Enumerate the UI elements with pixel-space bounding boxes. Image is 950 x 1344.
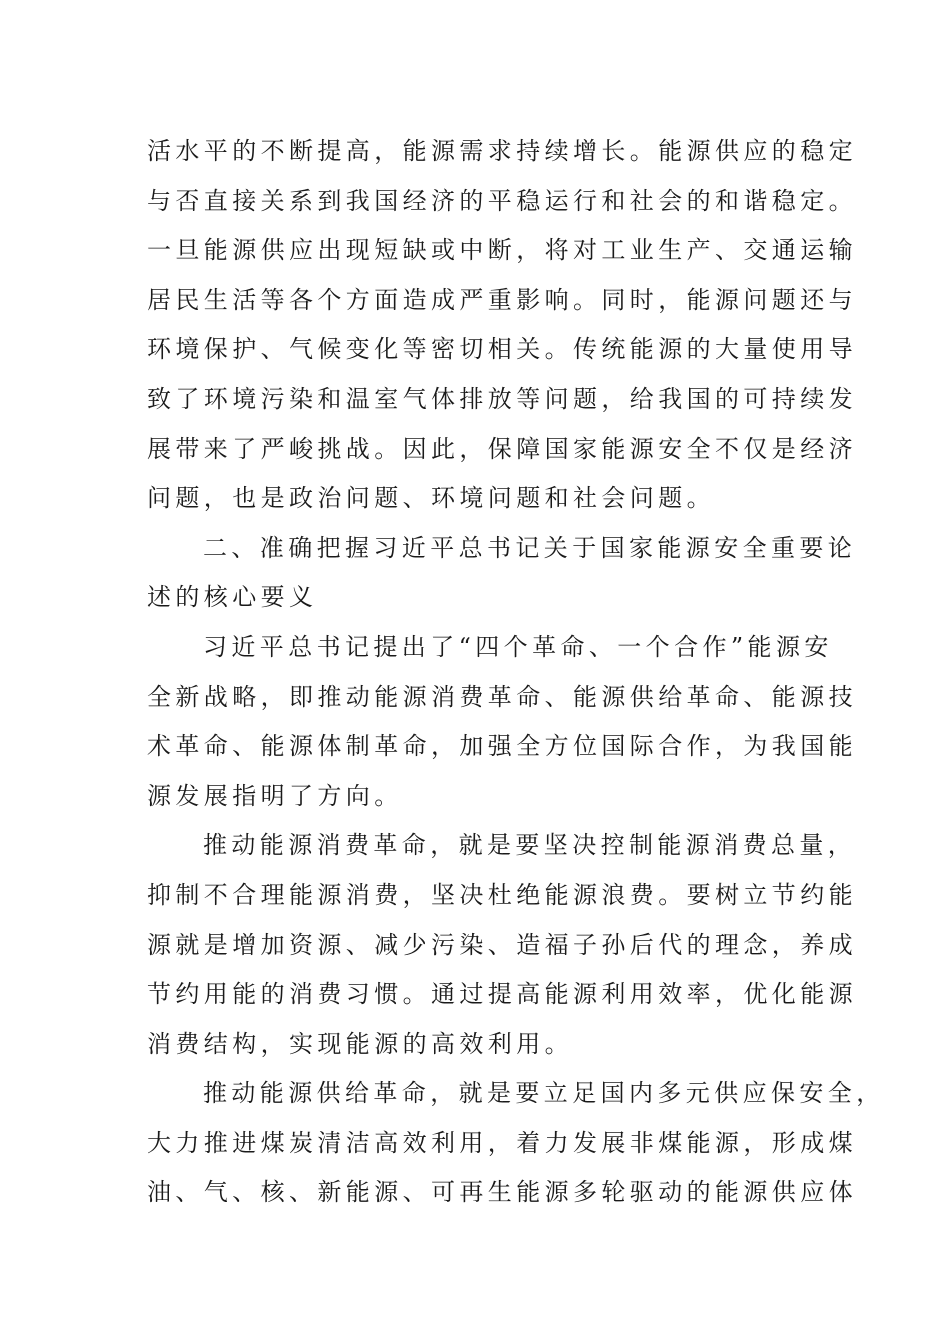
body-text [147, 127, 885, 1218]
text-line: 问题，也是政治问题、环境问题和社会问题。 [147, 484, 715, 513]
text-line: 与否直接关系到我国经济的平稳运行和社会的和谐稳定。 [147, 186, 857, 215]
text-line: 大力推进煤炭清洁高效利用，着力发展非煤能源，形成煤 [147, 1128, 857, 1157]
text-line: 抑制不合理能源消费，坚决杜绝能源浪费。要树立节约能 [147, 880, 857, 909]
text-line: 术革命、能源体制革命，加强全方位国际合作，为我国能 [147, 732, 857, 761]
section-heading-line: 二、准确把握习近平总书记关于国家能源安全重要论 [203, 533, 857, 562]
text-line: 节约用能的消费习惯。通过提高能源利用效率，优化能源 [147, 980, 857, 1009]
text-line: 推动能源消费革命，就是要坚决控制能源消费总量， [203, 831, 857, 860]
text-line: 全新战略，即推动能源消费革命、能源供给革命、能源技 [147, 682, 857, 711]
text-line: 环境保护、气候变化等密切相关。传统能源的大量使用导 [147, 335, 857, 364]
text-line: 展带来了严峻挑战。因此，保障国家能源安全不仅是经济 [147, 434, 857, 463]
text-line: 油、气、核、新能源、可再生能源多轮驱动的能源供应体 [147, 1178, 857, 1207]
text-line: 居民生活等各个方面造成严重影响。同时，能源问题还与 [147, 285, 857, 314]
section-heading-line: 述的核心要义 [147, 583, 318, 612]
text-line: 源就是增加资源、减少污染、造福子孙后代的理念，养成 [147, 930, 857, 959]
text-line: 源发展指明了方向。 [147, 781, 403, 810]
text-line: 活水平的不断提高，能源需求持续增长。能源供应的稳定 [147, 137, 857, 165]
text-line: 消费结构，实现能源的高效利用。 [147, 1029, 573, 1058]
text-line: 一旦能源供应出现短缺或中断，将对工业生产、交通运输 [147, 236, 857, 265]
text-line: 致了环境污染和温室气体排放等问题，给我国的可持续发 [147, 384, 857, 413]
text-line: 习近平总书记提出了“四个革命、一个合作”能源安 [203, 632, 833, 661]
text-line: 推动能源供给革命，就是要立足国内多元供应保安全， [203, 1079, 885, 1108]
